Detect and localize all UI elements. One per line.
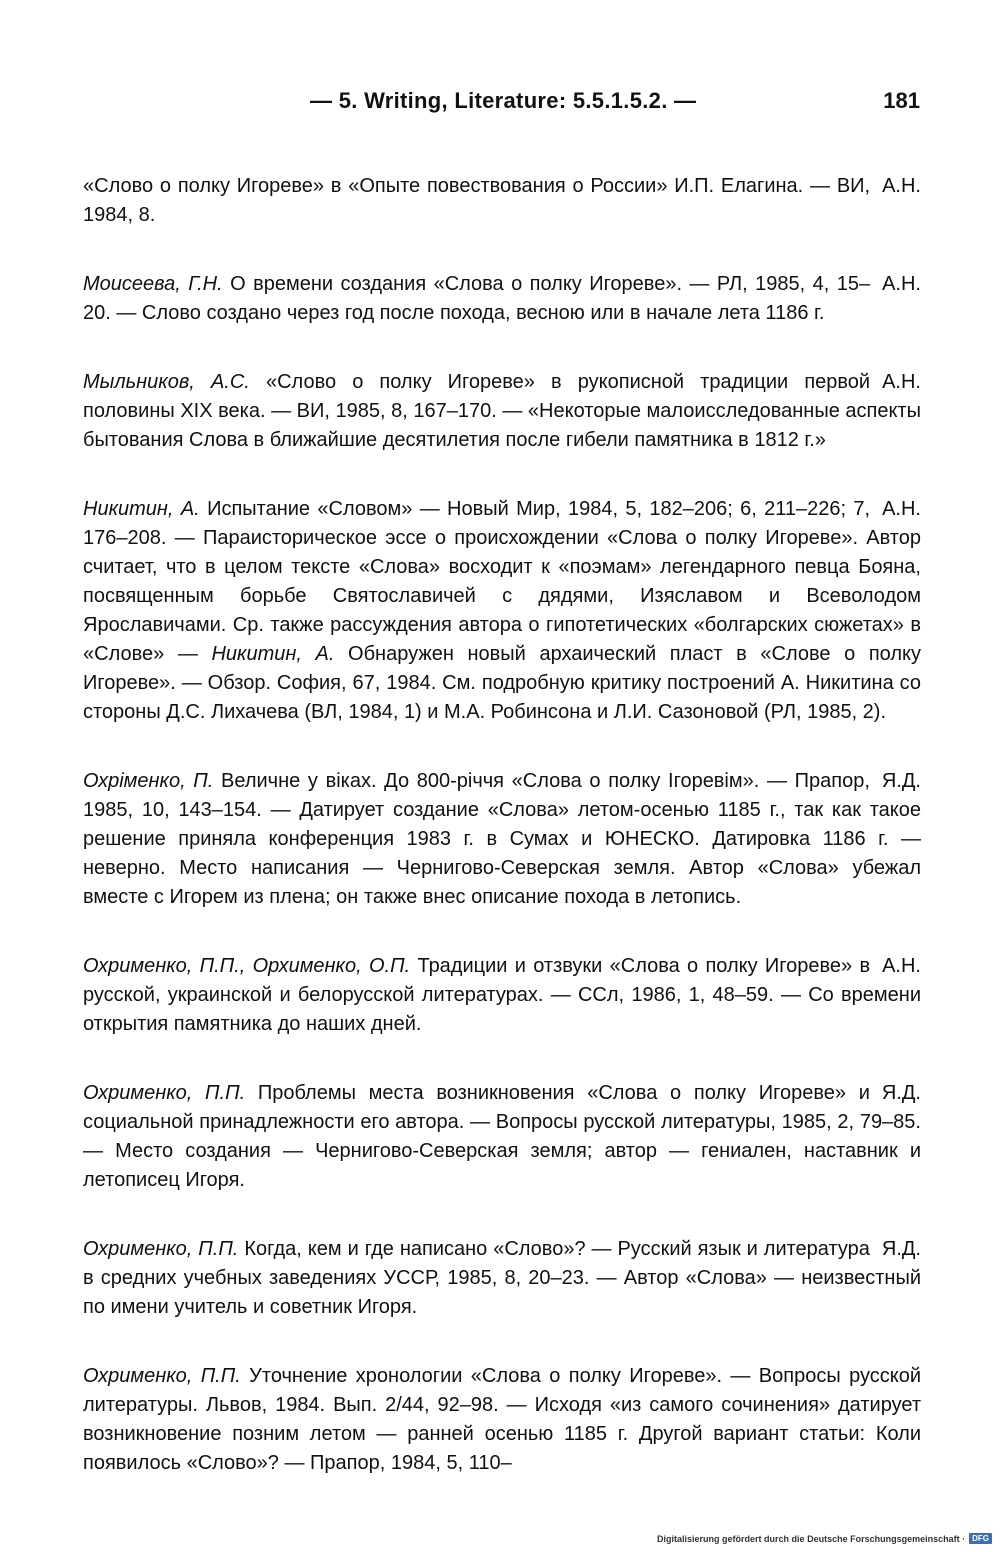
entry-signature: А.Н. [882, 175, 921, 197]
bibliography-entry [83, 368, 921, 455]
entry-author: Охрименко, П.П., Орхименко, О.П. [83, 955, 411, 977]
entry-signature: Я.Д. [881, 1082, 921, 1104]
entry-author: Охрименко, П.П. [83, 1365, 241, 1387]
entry-author: Охріменко, П. [83, 770, 214, 792]
entry-author: Мыльников, А.С. [83, 371, 250, 393]
entry-text: Традиции и отзвуки «Слова о полку Игореве» в русской, украинской и белорусской литературах. — ССл, 1986, 1, 48–59. — Со времени открытия памятника до наших дней. [83, 955, 921, 1035]
footer-text: Digitalisierung gefördert durch die Deutsche Forschungsgemeinschaft · [657, 1533, 966, 1544]
entry-signature: Я.Д. [881, 1238, 921, 1260]
bibliography-entry [83, 172, 921, 230]
page-header [0, 88, 1000, 124]
entry-author: Моисеева, Г.Н. [83, 273, 223, 295]
bibliography-entries [83, 172, 921, 1518]
entry-inline-author: Никитин, А. [211, 643, 335, 665]
entry-text: Когда, кем и где написано «Слово»? — Русский язык и литература в средних учебных заведениях УССР, 1985, 8, 20–23. — Автор «Слова» — неизвестный по имени учитель и советник Игоря. [83, 1238, 921, 1318]
entry-signature: А.Н. [882, 955, 921, 977]
bibliography-entry [83, 1079, 921, 1195]
entry-signature: А.Н. [882, 498, 921, 520]
entry-text: Уточнение хронологии «Слова о полку Игореве». — Вопросы русской литературы. Львов, 1984. Вып. 2/44, 92–98. — Исходя «из самого сочинения» датирует возникновение позним летом — ранней осенью 1185 г. Другой вариант статьи: Коли появилось «Слово»? — Прапор, 1984, 5, 110– [83, 1365, 922, 1474]
bibliography-entry [83, 1235, 921, 1322]
dfg-logo: DFG [969, 1533, 992, 1544]
entry-author: Никитин, А. [83, 498, 200, 520]
entry-signature: А.Н. [882, 371, 921, 393]
page-number: 181 [883, 88, 920, 113]
bibliography-entry [83, 767, 921, 912]
entry-text: Проблемы места возникновения «Слова о полку Игореве» и социальной принадлежности его автора. — Вопросы русской литературы, 1985, 2, 79–85. — Место создания — Чернигово-Северская земля; автор — гениален, наставник и летописец Игоря. [83, 1082, 921, 1191]
bibliography-entry [83, 270, 921, 328]
entry-text: «Слово о полку Игореве» в рукописной традиции первой половины XIX века. — ВИ, 1985, 8, 167–170. — «Некоторые малоисследованные аспекты бытования Слова в ближайшие десятилетия после гибели памятника в 1812 г.» [83, 371, 921, 451]
entry-signature: А.Н. [882, 273, 921, 295]
entry-text: О времени создания «Слова о полку Игореве». — РЛ, 1985, 4, 15–20. — Слово создано через год после похода, весною или в начале лета 1186 г. [83, 273, 871, 324]
entry-author: Охрименко, П.П. [83, 1238, 239, 1260]
entry-signature: Я.Д. [881, 770, 921, 792]
entry-text: Величне у віках. До 800-річчя «Слова о полку Ігоревім». — Прапор, 1985, 10, 143–154. — Датирует создание «Слова» летом-осенью 1185 г., так как такое решение приняла конференция 1983 г. в Сумах и ЮНЕСКО. Датировка 1186 г. — неверно. Место написания — Чернигово-Северская земля. Автор «Слова» убежал вместе с Игорем из плена; он также внес описание похода в летопись. [83, 770, 921, 908]
entry-text-continued: Обнаружен новый архаический пласт в «Слове о полку Игореве». — Обзор. София, 67, 1984. См. подробную критику построений А. Никитина со стороны Д.С. Лихачева (ВЛ, 1984, 1) и М.А. Робинсона и Л.И. Сазоновой (РЛ, 1985, 2). [83, 643, 921, 723]
bibliography-entry [83, 495, 921, 727]
bibliography-entry [83, 952, 921, 1039]
entry-author: Охрименко, П.П. [83, 1082, 246, 1104]
bibliography-entry [83, 1362, 921, 1478]
running-head: — 5. Writing, Literature: 5.5.1.5.2. — [310, 88, 697, 113]
entry-text: «Слово о полку Игореве» в «Опыте повествования о России» И.П. Елагина. — ВИ, 1984, 8. [83, 175, 871, 226]
digitization-footer [657, 1533, 992, 1544]
entry-text: Испытание «Словом» — Новый Мир, 1984, 5, 182–206; 6, 211–226; 7, 176–208. — Параисторическое эссе о происхождении «Слова о полку Игореве». Автор считает, что в целом тексте «Слова» восходит к «поэмам» легендарного певца Бояна, посвященным борьбе Святославичей с дядями, Изяславом и Всеволодом Ярославичами. Ср. также рассуждения автора о гипотетических «болгарских сюжетах» в «Слове» — [83, 498, 921, 665]
